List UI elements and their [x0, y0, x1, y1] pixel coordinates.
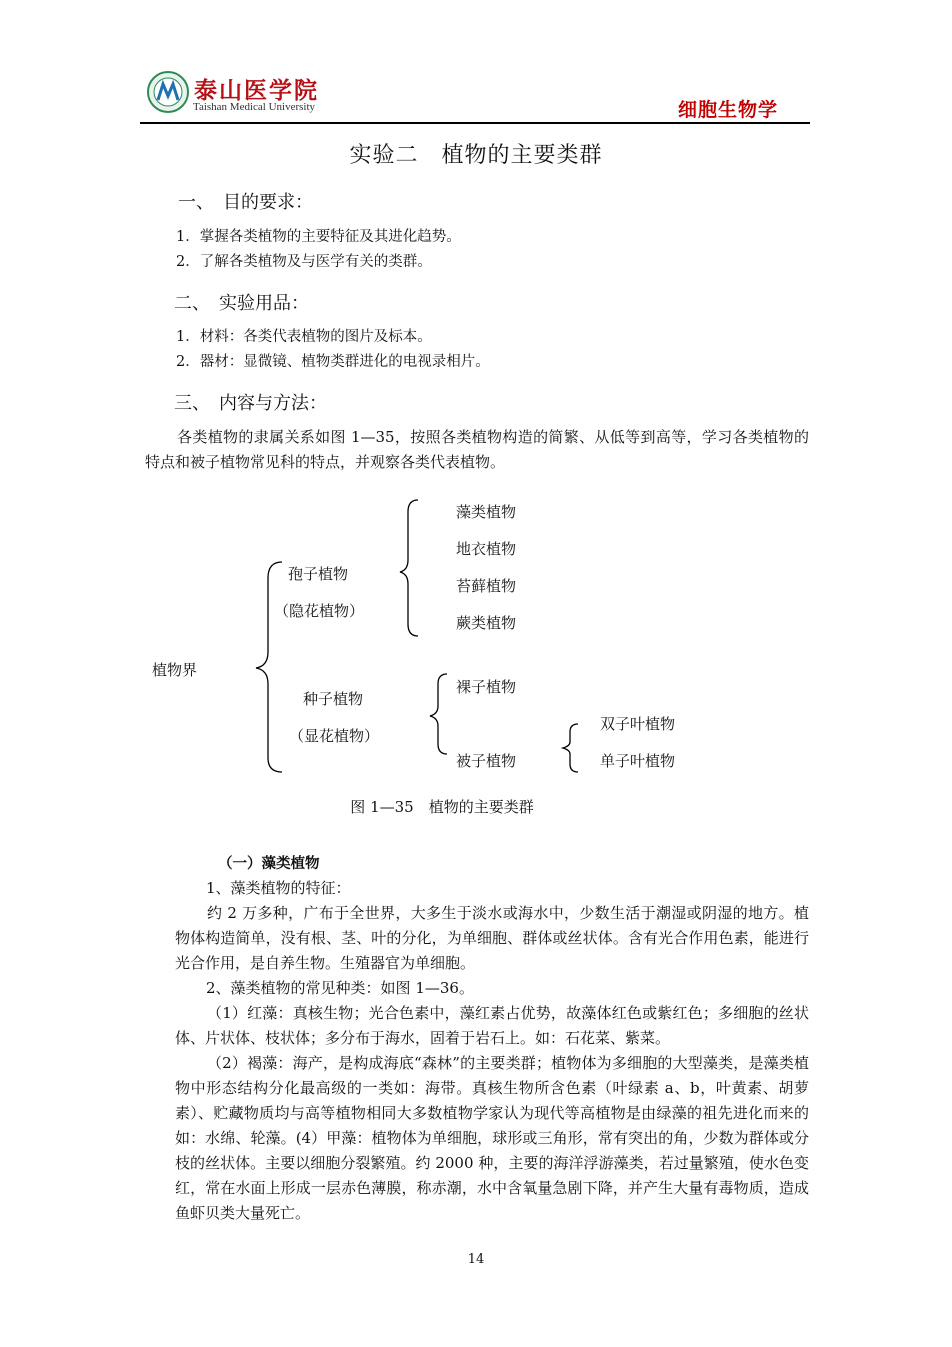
page-number: 14 [467, 1252, 485, 1267]
subsection-heading: （一）藻类植物 [218, 856, 320, 872]
node-spore-plants-alt: （隐花植物） [274, 602, 365, 620]
node-algae: 藻类植物 [456, 503, 517, 521]
paragraph-species-heading: 2、藻类植物的常见种类：如图 1—36。 [206, 979, 474, 997]
node-angiosperms: 被子植物 [456, 752, 517, 770]
section-heading-1: 一、 目的要求： [178, 192, 313, 213]
section-1-item-2: 2．了解各类植物及与医学有关的类群。 [176, 254, 432, 270]
node-seed-plants-alt: （显花植物） [289, 727, 380, 745]
paragraph-features-heading: 1、藻类植物的特征： [206, 879, 351, 897]
figure-caption: 图 1—35 植物的主要类群 [350, 798, 534, 816]
node-spore-plants: 孢子植物 [288, 565, 349, 583]
section-2-item-1: 1．材料：各类代表植物的图片及标本。 [176, 329, 432, 345]
section-heading-3: 三、 内容与方法： [174, 393, 327, 414]
paragraph-features: 约 2 万多种，广布于全世界，大多生于淡水或海水中，少数生活于潮湿或阴湿的地方。植物体构造简单，没有根、茎、叶的分化，为单细胞、群体或丝状体。含有光合作用色素，能进行光合作用，是自养生物。生殖器官为单细胞。 [175, 904, 809, 972]
node-bryophytes: 苔藓植物 [456, 577, 517, 595]
node-plant-kingdom: 植物界 [152, 661, 198, 679]
node-monocots: 单子叶植物 [600, 752, 676, 770]
section-1-item-1: 1．掌握各类植物的主要特征及其进化趋势。 [176, 229, 461, 245]
course-name: 细胞生物学 [678, 99, 779, 121]
section-heading-2: 二、 实验用品： [174, 293, 309, 314]
node-lichens: 地衣植物 [456, 540, 517, 558]
university-name-en: Taishan Medical University [193, 101, 316, 113]
node-seed-plants: 种子植物 [303, 690, 364, 708]
page-title: 实验二 植物的主要类群 [349, 143, 603, 168]
section-2-item-2: 2．器材：显微镜、植物类群进化的电视录相片。 [176, 354, 490, 370]
university-name-cn: 泰山医学院 [194, 77, 319, 104]
node-gymnosperms: 裸子植物 [456, 678, 517, 696]
paragraph-brown-algae: （2）褐藻：海产，是构成海底“森林”的主要类群；植物体为多细胞的大型藻类，是藻类植物中形态结构分化最高级的一类如：海带。真核生物所含色素（叶绿素 a、b，叶黄素、胡萝素）、贮藏物质均与高等植物相同大多数植物学家认为现代等高植物是由绿藻的祖先进化而来的如：水绵、轮藻。(4）甲藻：植物体为单细胞，球形或三角形，常有突出的角，少数为群体或分枝的丝状体。主要以细胞分裂繁殖。约 2000 种，主要的海洋浮游藻类，若过量繁殖，使水色变红，常在水面上形成一层赤色薄膜，称赤潮，水中含氧量急剧下降，并产生大量有毒物质，造成鱼虾贝类大量死亡。 [175, 1054, 809, 1222]
intro-paragraph: 各类植物的隶属关系如图 1—35，按照各类植物构造的简繁、从低等到高等，学习各类植物的特点和被子植物常见科的特点，并观察各类代表植物。 [145, 428, 809, 471]
paragraph-red-algae: （1）红藻：真核生物；光合色素中，藻红素占优势，故藻体红色或紫红色；多细胞的丝状体、片状体、枝状体；多分布于海水，固着于岩石上。如：石花菜、紫菜。 [175, 1004, 809, 1047]
node-dicots: 双子叶植物 [600, 715, 676, 733]
node-ferns: 蕨类植物 [456, 614, 517, 632]
